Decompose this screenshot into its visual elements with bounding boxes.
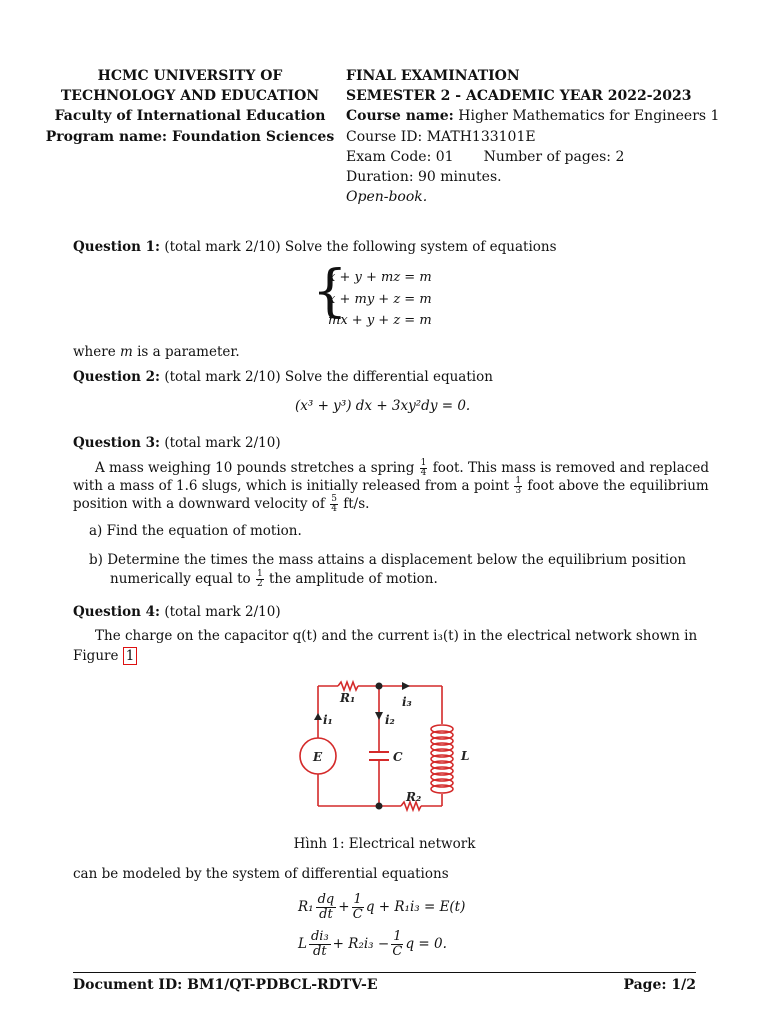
- resistor-r1-zigzag: [338, 682, 358, 690]
- question-2-label: Question 2:: [73, 369, 161, 385]
- university-line1: HCMC UNIVERSITY OF: [97, 68, 283, 84]
- program-name: Program name: Foundation Sciences: [45, 128, 335, 145]
- q3-text-3b: ft/s.: [343, 496, 370, 512]
- footer-divider: [73, 972, 696, 973]
- fraction-one-half: [256, 570, 264, 589]
- label-e: E: [313, 750, 323, 764]
- question-4-line-2: [73, 648, 137, 666]
- system-brace: {: [312, 259, 348, 324]
- question-3-line-2: [73, 477, 709, 496]
- circuit-wires: [318, 682, 442, 810]
- eq2-rest: q = 0.: [405, 936, 447, 952]
- eq2-frac-den: dt: [313, 944, 327, 959]
- course-name: [346, 106, 746, 126]
- parameter-text: is a parameter.: [132, 344, 240, 360]
- label-i3: i₃: [402, 695, 412, 709]
- course-name-value: Higher Mathematics for Engineers 1: [458, 108, 720, 125]
- eq1-one-over-c-fraction: [352, 893, 364, 922]
- question-1-heading: [73, 239, 696, 257]
- frac1-num: 1: [420, 458, 427, 468]
- q3-text-2b: foot above the equilibrium: [527, 478, 709, 494]
- label-i2: i₂: [385, 713, 395, 727]
- part-b-text-1: Determine the times the mass attains a displacement below the equilibrium position: [107, 552, 687, 568]
- figure-caption: Hình 1: Electrical network: [293, 836, 476, 852]
- figure-word: Figure: [73, 648, 119, 664]
- header-right: [346, 66, 746, 207]
- question-3-part-a: [89, 523, 302, 541]
- number-of-pages: Number of pages: 2: [483, 148, 625, 165]
- arrow-i1-icon: [314, 713, 322, 720]
- figure-reference-link[interactable]: 1: [123, 647, 138, 665]
- fraction-one-third: [514, 477, 522, 496]
- eq1-frac2-num: 1: [353, 892, 362, 907]
- faculty: Faculty of International Education: [54, 108, 326, 125]
- frac3-num: 5: [331, 494, 337, 504]
- label-r2: R₂: [406, 790, 422, 804]
- eq1-plus: +: [338, 899, 350, 915]
- frac2-num: 1: [515, 476, 522, 486]
- header-left: [40, 66, 340, 147]
- question-4-line-1: The charge on the capacitor q(t) and the current i₃(t) in the electrical network shown in: [95, 628, 698, 644]
- frac2-den: 3: [515, 486, 522, 496]
- q3-text-1b: foot. This mass is removed and replaced: [432, 460, 709, 476]
- exam-code: Exam Code: 01: [346, 148, 454, 165]
- eq2-frac2-num: 1: [393, 929, 402, 944]
- inductor-coil: [431, 725, 453, 793]
- course-name-label: Course name:: [346, 108, 454, 125]
- question-1-text: (total mark 2/10) Solve the following system of equations: [164, 239, 557, 255]
- question-4-after-figure: can be modeled by the system of differential equations: [73, 866, 449, 882]
- label-l: L: [461, 749, 470, 763]
- frac4-den: 2: [256, 579, 263, 589]
- system-eq-3: mx + y + z = m: [328, 313, 432, 328]
- question-2-heading: [73, 369, 696, 387]
- eq1-r1: R₁: [298, 899, 314, 915]
- frac4-num: 1: [256, 569, 263, 579]
- eq2-frac-num: di₃: [310, 929, 329, 944]
- eq1-frac-den: dt: [319, 907, 333, 922]
- eq2-di3-dt-fraction: [309, 930, 331, 959]
- question-3-label: Question 3:: [73, 435, 161, 451]
- eq1-frac2-den: C: [352, 907, 363, 922]
- question-2-text: (total mark 2/10) Solve the differential equation: [164, 369, 493, 385]
- q3-text-1: A mass weighing 10 pounds stretches a spring: [95, 460, 415, 476]
- duration: Duration: 90 minutes.: [346, 169, 502, 186]
- question-4-text: (total mark 2/10): [164, 604, 281, 620]
- circuit-diagram: [290, 672, 480, 822]
- capacitor-symbol: [369, 752, 389, 760]
- label-c: C: [393, 750, 403, 764]
- q3-text-3: position with a downward velocity of: [73, 496, 325, 512]
- question-3-part-b: [89, 552, 686, 570]
- question-3-part-b-line-2: [110, 570, 438, 589]
- arrow-i2-icon: [375, 712, 383, 720]
- where-text: where: [73, 344, 120, 360]
- parameter-m: m: [119, 344, 133, 360]
- junction-bottom: [376, 803, 383, 810]
- question-3-line-3: [73, 495, 369, 514]
- question-1-label: Question 1:: [73, 239, 161, 255]
- exam-code-row: [346, 147, 746, 167]
- system-equations: [328, 267, 432, 332]
- q3-text-2: with a mass of 1.6 slugs, which is initially released from a point: [73, 478, 510, 494]
- label-r1: R₁: [340, 691, 356, 705]
- part-b-label: b): [89, 552, 103, 568]
- label-i1: i₁: [323, 713, 333, 727]
- document-id: Document ID: BM1/QT-PDBCL-RDTV-E: [73, 977, 378, 993]
- arrow-i3-icon: [402, 682, 410, 690]
- frac1-den: 4: [420, 468, 427, 478]
- part-b-text-2b: the amplitude of motion.: [268, 571, 438, 587]
- question-4-label: Question 4:: [73, 604, 161, 620]
- part-a-text: Find the equation of motion.: [106, 523, 302, 539]
- open-book: Open-book.: [346, 189, 428, 206]
- frac3-den: 4: [331, 504, 337, 514]
- question-3-text: (total mark 2/10): [164, 435, 281, 451]
- eq1-rest: q + R₁i₃ = E(t): [365, 899, 466, 915]
- question-3-line-1: [95, 459, 709, 478]
- semester: SEMESTER 2 - ACADEMIC YEAR 2022-2023: [346, 88, 692, 105]
- course-id: Course ID: MATH133101E: [346, 128, 536, 145]
- ode-equation-1: [298, 893, 465, 922]
- eq2-one-over-c-fraction: [391, 930, 403, 959]
- fraction-five-quarters: [330, 495, 338, 514]
- page-number: Page: 1/2: [623, 977, 696, 993]
- eq2-frac2-den: C: [392, 944, 403, 959]
- exam-title: FINAL EXAMINATION: [346, 68, 520, 84]
- system-eq-1: x + y + mz = m: [328, 270, 432, 285]
- system-eq-2: x + my + z = m: [328, 291, 432, 307]
- question-1-parameter-note: [73, 344, 240, 362]
- question-4-heading: [73, 604, 281, 622]
- junction-top: [376, 683, 383, 690]
- ode-equation-2: [298, 930, 447, 959]
- fraction-one-quarter: [420, 459, 428, 478]
- eq2-middle: + R₂i₃ −: [332, 936, 390, 952]
- eq1-frac-num: dq: [317, 892, 335, 907]
- part-a-label: a): [89, 523, 103, 539]
- eq1-dq-dt-fraction: [316, 893, 337, 922]
- question-2-equation: (x³ + y³) dx + 3xy²dy = 0.: [295, 398, 471, 414]
- question-3-heading: [73, 435, 281, 453]
- eq2-l: L: [298, 936, 307, 952]
- part-b-text-2: numerically equal to: [110, 571, 251, 587]
- university-line2: TECHNOLOGY AND EDUCATION: [60, 88, 320, 105]
